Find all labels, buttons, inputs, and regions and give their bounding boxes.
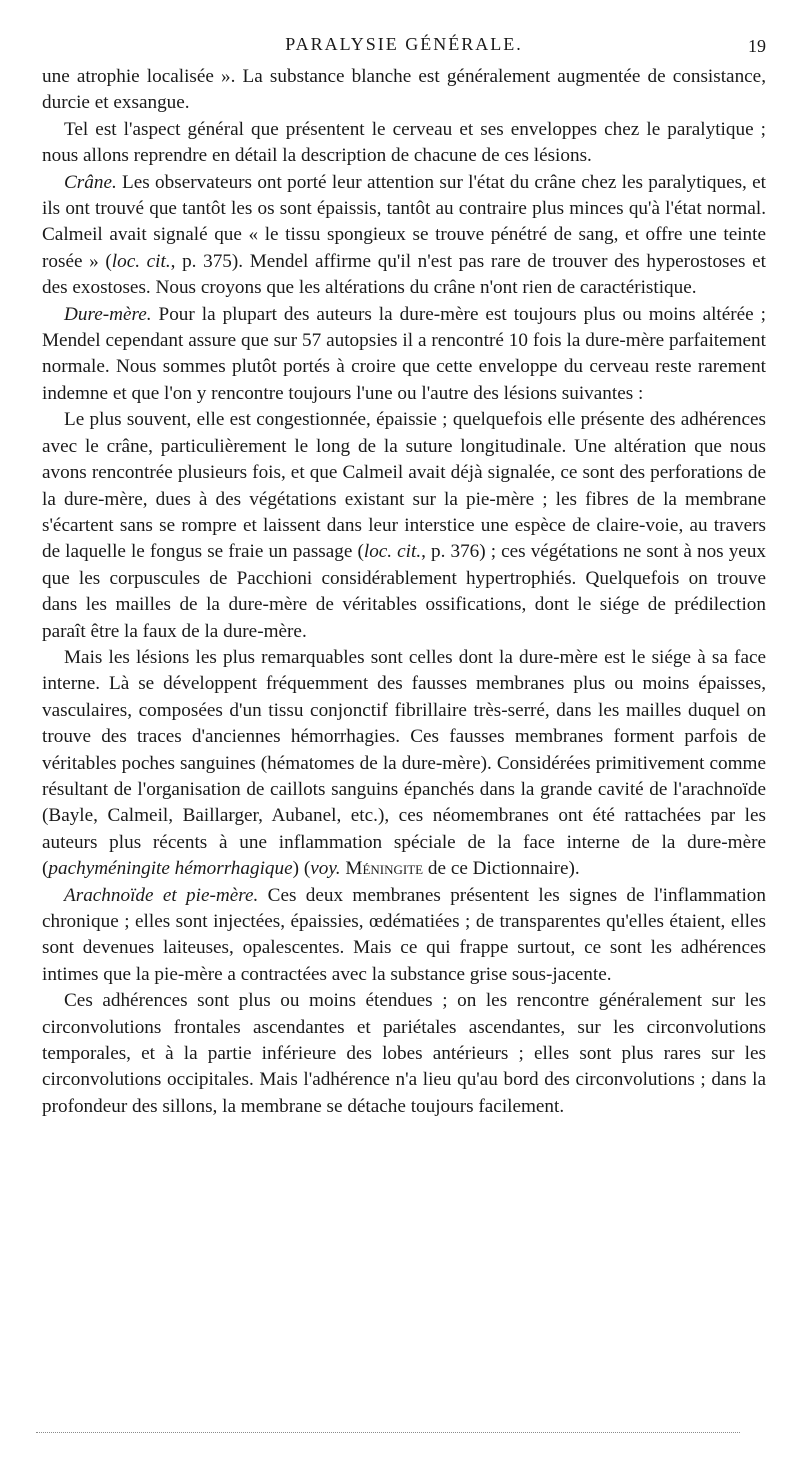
paragraph-text: Tel est l'aspect général que présentent le cerveau et ses enveloppes chez le paralytique ; nous allons reprendre en détail la description de chacune de ces lésions. [42,118,766,167]
section-lead-dure-mere: Dure-mère. [64,303,152,325]
paragraph-dure-mere [42,302,766,408]
paragraph-arachnoide [42,883,766,989]
footer-divider [36,1432,740,1433]
paragraph-text: Mais les lésions les plus remarquables sont celles dont la dure-mère est le siége à sa face interne. Là se développent fréquemment des fausses membranes plus ou moins épaisses, vasculaires, composées d'un tissu conjonctif fibrillaire très-serré, dans les mailles duquel on trouve des traces d'anciennes hémorrhagies. Ces fausses membranes forment parfois de véritables poches sanguines (hématomes de la dure-mère). Considérées primitivement comme résultant de l'organisation de caillots sanguins épanchés dans la grande cavité de l'arachnoïde (Bayle, Calmeil, Baillarger, Aubanel, etc.), ces néomembranes ont été rattachées par les auteurs plus récents à une inflammation spéciale de la face interne de la dure-mère ( [42,646,766,880]
running-title: PARALYSIE GÉNÉRALE. [285,34,523,54]
section-lead-arachnoide: Arachnoïde et pie-mère. [64,884,259,906]
paragraph-text-tail: , p. 376) ; ces végétations ne sont à nos yeux que les corpuscules de Pacchioni considérablement hypertrophiés. Quelquefois on trouve dans les mailles de la dure-mère de véritables ossifications, dont le siége de prédilection paraît être la faux de la dure-mère. [42,541,767,642]
paragraph-text: Les observateurs ont porté leur attention sur l'état du crâne chez les paralytiques, et ils ont trouvé que tantôt les os sont épaissis, tantôt au contraire plus minces qu'à l'état normal. Calmeil avait signalé que « le tissu spongieux se trouve pénétré de sang, et offre une teinte rosée » ( [42,171,766,272]
paragraph-2 [42,117,766,170]
citation: loc. cit. [111,250,171,272]
paragraph-text: une atrophie localisée ». La substance blanche est généralement augmentée de consistance, durcie et exsangue. [42,66,766,114]
cross-reference: Méningite [345,858,424,880]
paragraph-text-mid: ) ( [292,858,311,880]
paragraph-text-tail: de ce Dictionnaire). [423,858,580,880]
paragraph-crane [42,170,766,302]
citation: loc. cit. [363,541,422,563]
body-text [42,64,766,1120]
citation: pachyméningite hémorrhagique [48,858,293,880]
paragraph-text: Ces adhérences sont plus ou moins étendues ; on les rencontre généralement sur les circonvolutions frontales ascendantes et pariétales ascendantes, sur les circonvolutions temporales, et à la partie inférieure des lobes antérieurs ; elles sont plus rares sur les circonvolutions occipitales. Mais l'adhérence n'a lieu qu'au bord des circonvolutions ; dans la profondeur des sillons, la membrane se détache toujours facilement. [42,990,766,1117]
citation-voy: voy. [310,858,341,880]
paragraph-6 [42,645,766,883]
paragraph-text: Le plus souvent, elle est congestionnée, épaissie ; quelquefois elle présente des adhérences avec le crâne, particulièrement le long de la suture longitudinale. Une altération que nous avons rencontrée plusieurs fois, et que Calmeil avait déjà signalée, ce sont des perforations de la dure-mère, dues à des végétations existant sur la pie-mère ; les fibres de la membrane s'écartent sans se rompre et laissent dans leur interstice une espèce de claire-voie, au travers de laquelle le fongus se fraie un passage ( [42,409,766,563]
paragraph-text-tail: , p. 375). Mendel affirme qu'il n'est pas rare de trouver des hyperostoses et des exostoses. Nous croyons que les altérations du crâne n'ont rien de caractéristique. [42,250,766,299]
paragraph-text: Pour la plupart des auteurs la dure-mère est toujours plus ou moins altérée ; Mendel cependant assure que sur 57 autopsies il a rencontré 10 fois la dure-mère parfaitement normale. Nous sommes plutôt portés à croire que cette enveloppe du cerveau reste rarement indemne et que l'on y rencontre toujours l'une ou l'autre des lésions suivantes : [42,303,766,404]
paragraph-8 [42,988,766,1120]
section-lead-crane: Crâne. [64,171,117,193]
page-header [42,30,766,64]
paragraph-5 [42,407,766,645]
paragraph-text: Ces deux membranes présentent les signes de l'inflammation chronique ; elles sont injectées, épaissies, œdématiées ; de transparentes qu'elles étaient, elles sont devenues laiteuses, opalescentes. Mais ce qui frappe surtout, ce sont les adhérences intimes que la pie-mère a contractées avec la substance grise sous-jacente. [42,884,766,985]
page-number: 19 [748,36,766,56]
paragraph-1 [42,64,766,117]
